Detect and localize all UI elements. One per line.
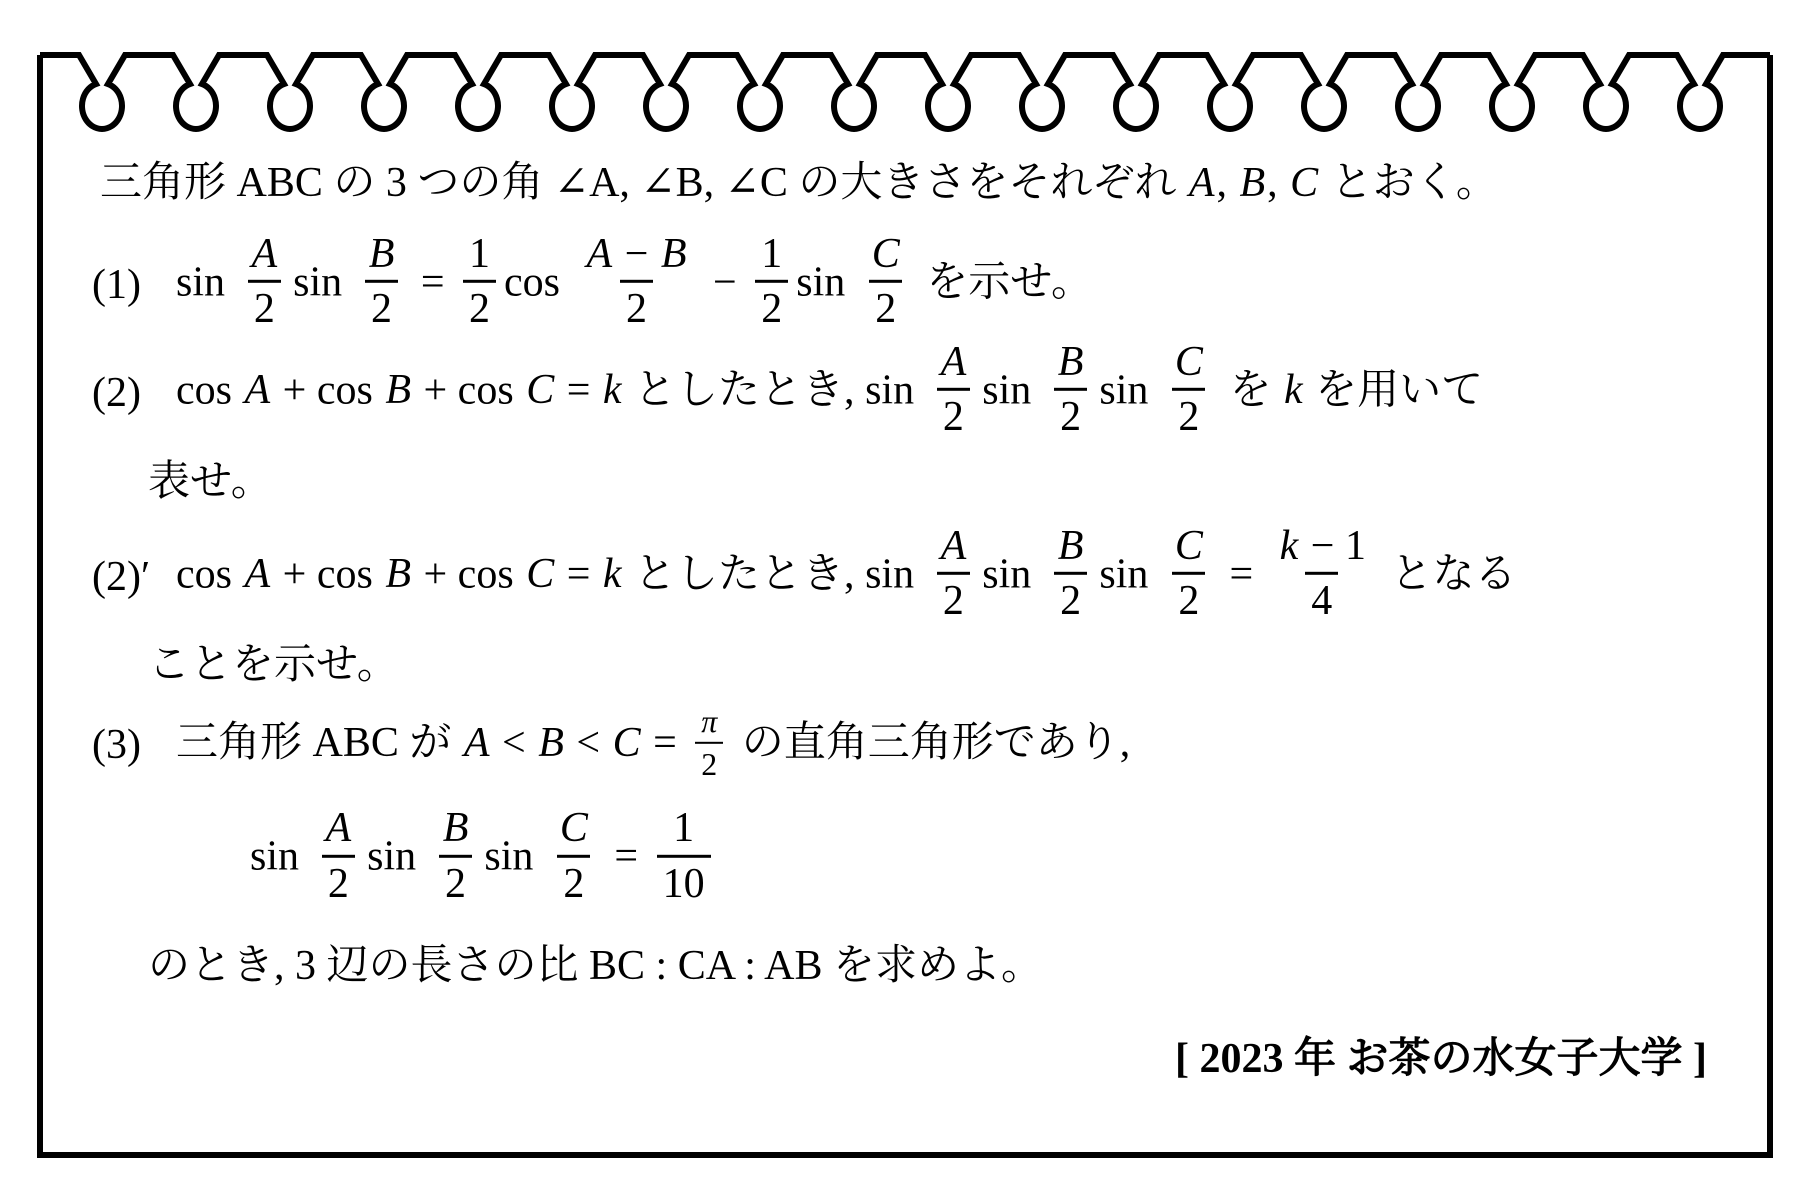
problem-2-formula: [176, 338, 1484, 444]
math-token: sin: [982, 551, 1042, 598]
math-token: C: [1174, 522, 1203, 569]
fraction: [361, 231, 403, 332]
math-token: 2: [1060, 578, 1082, 625]
math-token: [ 2023 年 お茶の水女子大学 ]: [1175, 1036, 1707, 1083]
math-token: を示せ。: [915, 259, 1093, 306]
math-token: 2: [445, 860, 467, 907]
math-token: を: [1218, 367, 1282, 414]
math-token: 3: [385, 160, 418, 206]
math-token: 2: [371, 286, 393, 333]
math-token: =: [556, 551, 601, 598]
math-token: ABC: [236, 160, 334, 206]
math-token: cos: [176, 367, 243, 414]
math-token: sin: [865, 551, 925, 598]
math-token: k: [602, 551, 622, 598]
math-token: 2: [942, 393, 964, 440]
math-token: 2: [1060, 393, 1082, 440]
math-token: + cos: [272, 551, 384, 598]
fraction: [933, 523, 975, 624]
math-token: の大きさをそれぞれ: [798, 160, 1187, 206]
math-token: 2: [942, 578, 964, 625]
math-token: C: [871, 231, 900, 278]
math-token: としたとき,: [623, 367, 866, 414]
math-token: A: [586, 231, 613, 278]
problem-1-row: [92, 231, 1707, 336]
math-token: =: [642, 719, 688, 766]
fraction: [1167, 523, 1211, 624]
math-token: =: [556, 367, 601, 414]
math-token: −: [702, 259, 748, 306]
fraction: [693, 704, 725, 782]
problem-3-text: [176, 703, 1131, 785]
intro-line: [92, 158, 1707, 209]
math-token: =: [603, 833, 649, 880]
problem-2-row: [92, 338, 1707, 447]
math-token: cos: [176, 551, 243, 598]
math-token: k: [1279, 522, 1299, 569]
math-token: sin: [293, 259, 353, 306]
math-token: が: [409, 719, 462, 766]
math-token: B: [368, 231, 395, 278]
math-token: ,: [1267, 160, 1289, 206]
math-token: B: [442, 805, 469, 852]
problem-2-prime-formula: [176, 522, 1517, 628]
fraction: [1050, 339, 1092, 440]
math-token: ABC: [312, 719, 410, 766]
math-token: A: [244, 367, 271, 414]
fraction: [463, 231, 496, 332]
fraction: [864, 231, 908, 332]
math-token: ことを示せ。: [148, 641, 399, 688]
fraction: [1050, 523, 1092, 624]
math-token: + cos: [413, 551, 525, 598]
problem-3-label: (3): [92, 722, 141, 769]
math-token: ,: [1216, 160, 1238, 206]
intro-text: [100, 158, 1498, 209]
math-token: <: [565, 719, 611, 766]
math-token: −: [614, 231, 659, 278]
math-token: A: [463, 719, 490, 766]
math-token: C: [1174, 338, 1203, 385]
problem-2-prime-label: (2)′: [92, 554, 151, 601]
math-token: 2: [875, 286, 897, 333]
math-token: 1: [761, 231, 783, 278]
math-token: + cos: [272, 367, 384, 414]
math-token: 1: [673, 805, 695, 852]
math-token: sin: [865, 367, 925, 414]
math-token: B: [1057, 522, 1084, 569]
fraction: [579, 231, 695, 332]
math-token: B: [538, 719, 564, 766]
math-token: 2: [327, 860, 349, 907]
problem-2-prime-row: [92, 522, 1707, 634]
math-token: k: [1283, 367, 1303, 414]
math-token: 2: [1178, 393, 1200, 440]
problem-3-continuation-text: [148, 941, 1043, 992]
math-token: A: [251, 231, 278, 278]
math-token: sin: [1099, 367, 1159, 414]
math-token: 4: [1311, 578, 1333, 625]
math-token: 辺の長さの比: [326, 943, 590, 990]
fraction: [1167, 339, 1211, 440]
math-token: k: [602, 367, 622, 414]
problem-2-continuation-text: [148, 457, 273, 508]
math-token: =: [1218, 551, 1264, 598]
problem-2-label: (2): [92, 369, 141, 416]
math-token: B: [385, 367, 411, 414]
problem-text-area: [92, 150, 1707, 1086]
math-token: 表せ。: [148, 458, 273, 505]
math-token: <: [491, 719, 537, 766]
fraction: [318, 805, 360, 906]
math-token: 2: [626, 286, 648, 333]
math-token: の直角三角形であり,: [731, 719, 1131, 766]
math-token: sin: [484, 833, 544, 880]
math-token: B: [385, 551, 411, 598]
math-token: 2: [563, 860, 585, 907]
problem-3-display-formula: [92, 803, 1707, 917]
math-token: + cos: [413, 367, 525, 414]
math-token: B: [1057, 338, 1084, 385]
math-token: 1: [469, 231, 491, 278]
problem-3-continuation: [92, 941, 1707, 992]
fraction: [933, 339, 975, 440]
math-token: A: [1188, 160, 1215, 206]
math-token: sin: [796, 259, 856, 306]
math-token: C: [559, 805, 588, 852]
fraction: [657, 805, 711, 906]
math-token: 三角形: [100, 160, 237, 206]
math-token: とおく。: [1320, 160, 1498, 206]
fraction: [435, 805, 477, 906]
fraction: [552, 805, 596, 906]
math-token: 2: [469, 286, 491, 333]
math-token: A: [244, 551, 271, 598]
math-token: ∠A, ∠B, ∠C: [553, 160, 799, 206]
math-token: A: [325, 805, 352, 852]
math-token: sin: [982, 367, 1042, 414]
math-token: sin: [176, 259, 236, 306]
math-token: 2: [701, 746, 718, 782]
math-token: A: [940, 338, 967, 385]
math-token: 三角形: [176, 719, 313, 766]
math-token: sin: [250, 833, 310, 880]
problem-3-display-formula-tokens: [250, 805, 719, 910]
math-token: 3: [295, 943, 327, 990]
math-token: 10: [662, 860, 705, 907]
problem-2-prime-continuation: [92, 640, 1707, 691]
math-token: sin: [367, 833, 427, 880]
math-token: π: [701, 703, 718, 739]
math-token: cos: [504, 259, 571, 306]
problem-1-label: (1): [92, 262, 141, 309]
fraction: [244, 231, 286, 332]
math-token: 2: [761, 286, 783, 333]
binder-holes-border: [40, 55, 1770, 129]
problem-2-prime-continuation-text: [148, 640, 399, 691]
math-token: A: [940, 522, 967, 569]
math-token: B: [1239, 160, 1266, 206]
source-attribution-text: [1175, 1034, 1707, 1085]
math-token: C: [526, 551, 555, 598]
math-token: 2: [253, 286, 275, 333]
problem-1-formula: [176, 231, 1093, 336]
math-token: sin: [1099, 551, 1159, 598]
problem-3-row: [92, 701, 1707, 791]
math-token: を用いて: [1304, 367, 1484, 414]
math-token: − 1: [1300, 522, 1366, 569]
math-token: C: [1290, 160, 1319, 206]
math-token: C: [526, 367, 555, 414]
math-token: つの角: [417, 160, 554, 206]
math-token: の: [333, 160, 386, 206]
source-attribution: [92, 1034, 1707, 1085]
math-token: となる: [1379, 551, 1517, 598]
math-token: BC : CA : AB: [589, 943, 833, 990]
math-token: としたとき,: [623, 551, 866, 598]
math-token: 2: [1178, 578, 1200, 625]
math-token: =: [410, 259, 456, 306]
math-token: C: [612, 719, 641, 766]
fraction: [755, 231, 788, 332]
math-token: を求めよ。: [832, 943, 1043, 990]
problem-2-continuation: [92, 457, 1707, 508]
math-token: のとき,: [148, 943, 296, 990]
fraction: [1272, 523, 1372, 624]
math-token: B: [660, 231, 687, 278]
